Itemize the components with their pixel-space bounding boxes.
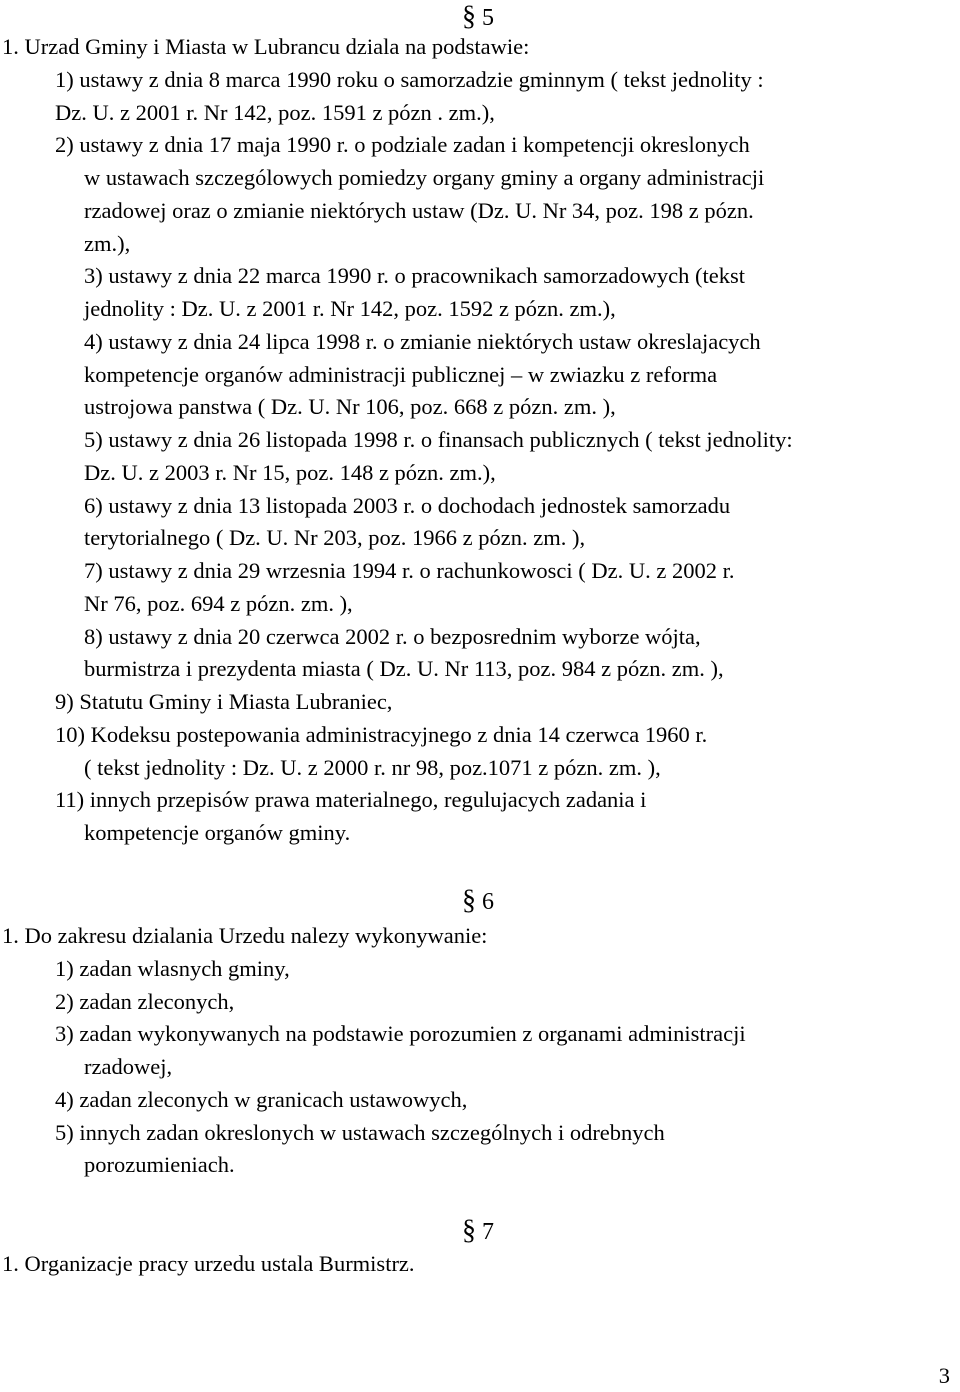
section-5-line: terytorialnego ( Dz. U. Nr 203, poz. 1966 z pózn. zm. ), [84,525,586,550]
section-5-line: kompetencje organów gminy. [84,820,351,845]
section-6-line: 4) zadan zleconych w granicach ustawowych, [55,1087,468,1112]
section-5-line: Dz. U. z 2001 r. Nr 142, poz. 1591 z pózn . zm.), [55,100,495,125]
section-6-line: rzadowej, [84,1054,173,1079]
section-5-line: 3) ustawy z dnia 22 marca 1990 r. o pracownikach samorzadowych (tekst [84,263,746,288]
section-6-line: 3) zadan wykonywanych na podstawie porozumien z organami administracji [55,1021,746,1046]
section-6-heading: § 6 [462,885,494,916]
section-5-line: 2) ustawy z dnia 17 maja 1990 r. o podziale zadan i kompetencji okreslonych [55,132,750,157]
section-5-line: 7) ustawy z dnia 29 wrzesnia 1994 r. o rachunkowosci ( Dz. U. z 2002 r. [84,558,735,583]
section-7-heading: § 7 [462,1215,494,1246]
section-5-line: w ustawach szczególowych pomiedzy organy gminy a organy administracji [84,165,765,190]
section-6-line: 1) zadan wlasnych gminy, [55,956,290,981]
section-6-line: porozumieniach. [84,1152,235,1177]
section-5-line: kompetencje organów administracji publicznej – w zwiazku z reforma [84,362,718,387]
section-5-line: 5) ustawy z dnia 26 listopada 1998 r. o finansach publicznych ( tekst jednolity: [84,427,793,452]
section-5-line: 11) innych przepisów prawa materialnego, regulujacych zadania i [55,787,647,812]
section-5-line: ustrojowa panstwa ( Dz. U. Nr 106, poz. 668 z pózn. zm. ), [84,394,616,419]
section-5-line: rzadowej oraz o zmianie niektórych ustaw (Dz. U. Nr 34, poz. 198 z pózn. [84,198,754,223]
section-5-line: 6) ustawy z dnia 13 listopada 2003 r. o dochodach jednostek samorzadu [84,493,731,518]
section-5-line: 9) Statutu Gminy i Miasta Lubraniec, [55,689,393,714]
section-5-line: Dz. U. z 2003 r. Nr 15, poz. 148 z pózn. zm.), [84,460,496,485]
section-5-line: 1) ustawy z dnia 8 marca 1990 roku o samorzadzie gminnym ( tekst jednolity : [55,67,764,92]
section-5-line: zm.), [84,231,131,256]
section-5-heading: § 5 [462,1,494,32]
page-number: 3 [938,1363,950,1388]
section-5-line: ( tekst jednolity : Dz. U. z 2000 r. nr 98, poz.1071 z pózn. zm. ), [84,755,661,780]
section-5-line: 4) ustawy z dnia 24 lipca 1998 r. o zmianie niektórych ustaw okreslajacych [84,329,761,354]
section-6-line: 1. Do zakresu dzialania Urzedu nalezy wykonywanie: [2,923,488,948]
section-6-line: 5) innych zadan okreslonych w ustawach szczególnych i odrebnych [55,1120,665,1145]
section-6-line: 2) zadan zleconych, [55,989,235,1014]
section-5-line: Nr 76, poz. 694 z pózn. zm. ), [84,591,353,616]
section-5-line: burmistrza i prezydenta miasta ( Dz. U. Nr 113, poz. 984 z pózn. zm. ), [84,656,724,681]
section-5-line: 8) ustawy z dnia 20 czerwca 2002 r. o bezposrednim wyborze wójta, [84,624,701,649]
section-5-line: 1. Urzad Gminy i Miasta w Lubrancu dziala na podstawie: [2,34,530,59]
section-5-line: 10) Kodeksu postepowania administracyjnego z dnia 14 czerwca 1960 r. [55,722,708,747]
section-5-line: jednolity : Dz. U. z 2001 r. Nr 142, poz. 1592 z pózn. zm.), [84,296,616,321]
section-7-line: 1. Organizacje pracy urzedu ustala Burmistrz. [2,1251,415,1276]
